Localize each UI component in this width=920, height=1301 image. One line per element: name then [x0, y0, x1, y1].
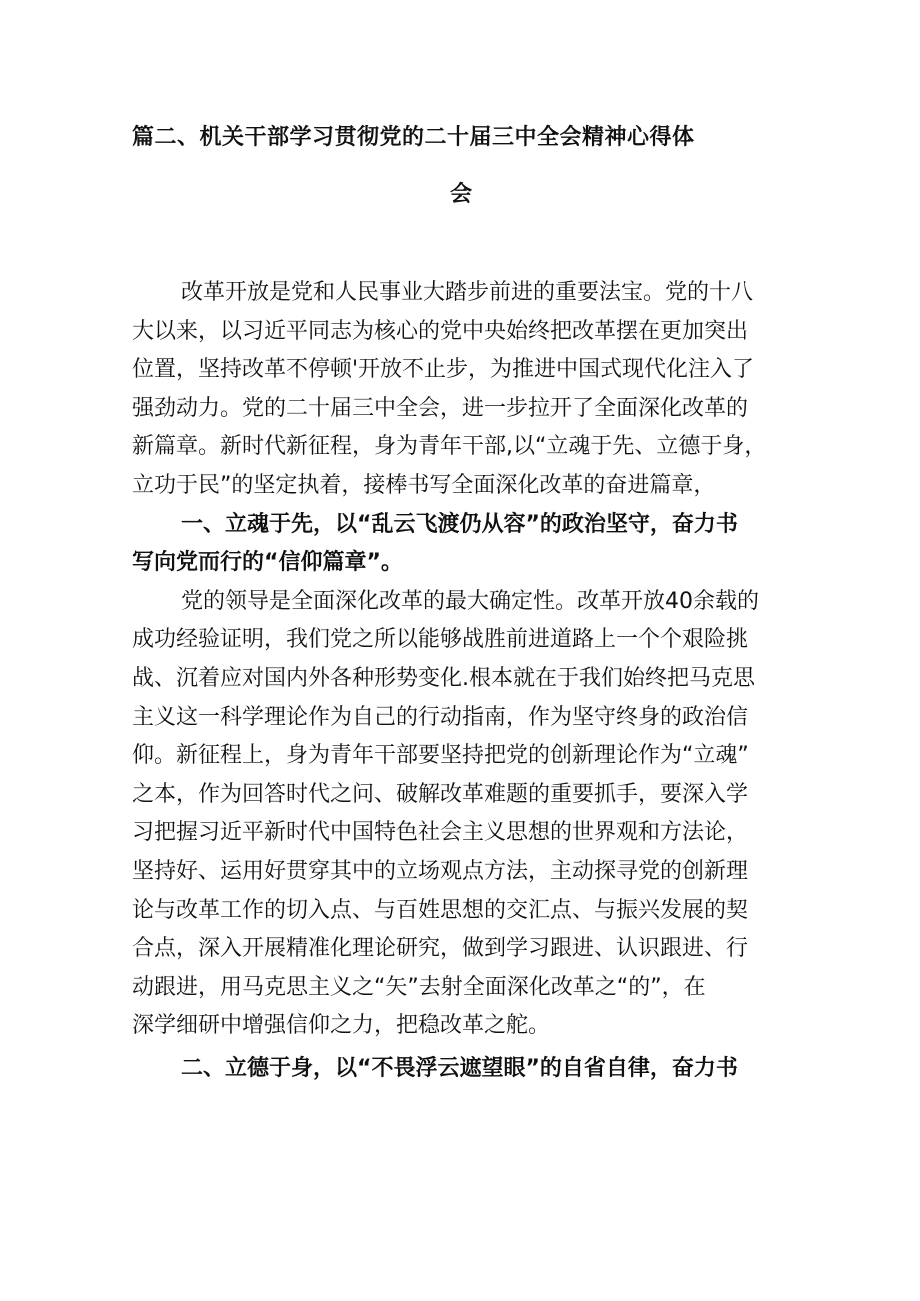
paragraph-line: 论与改革工作的切入点、与百姓思想的交汇点、与振兴发展的契 [132, 897, 749, 923]
title-line-2: 会 [450, 182, 473, 207]
paragraph-line: 主义这一科学理论作为自己的行动指南，作为坚守终身的政治信 [132, 704, 749, 730]
paragraph-line: 坚持好、运用好贯穿其中的立场观点方法，主动探寻党的创新理 [132, 858, 749, 884]
paragraph-line: 党的领导是全面深化改革的最大确定性。改革开放40余载的 [181, 588, 759, 614]
section-heading-line: 二、立德于身，以“不畏浮云遮望眼”的自省自律，奋力书 [181, 1056, 738, 1082]
title-line-1: 篇二、机关干部学习贯彻党的二十届三中全会精神心得体 [132, 125, 695, 150]
paragraph-line: 动跟进，用马克思主义之“矢”去射全面深化改革之“的”，在 [132, 974, 706, 1000]
paragraph-line: 战、沉着应对国内外各种形势变化.根本就在于我们始终把马克思 [132, 665, 755, 691]
paragraph-line: 位置，坚持改革不停顿'开放不止步，为推进中国式现代化注入了 [132, 357, 755, 383]
paragraph-line: 合点，深入开展精准化理论研究，做到学习跟进、认识跟进、行 [132, 936, 749, 962]
paragraph-line: 之本，作为回答时代之问、破解改革难题的重要抓手，要深入学 [132, 781, 749, 807]
paragraph-line: 仰。新征程上，身为青年干部要坚持把党的创新理论作为“立魂” [132, 743, 749, 769]
section-heading-line: 写向党而行的“信仰篇章”。 [132, 550, 403, 576]
paragraph-line: 大以来，以习近平同志为核心的党中央始终把改革摆在更加突出 [132, 318, 749, 344]
paragraph-line: 立功于民”的坚定执着，接棒书写全面深化改革的奋进篇章， [132, 472, 716, 498]
paragraph-line: 改革开放是党和人民事业大踏步前进的重要法宝。党的十八 [181, 280, 754, 305]
paragraph-line: 强劲动力。党的二十届三中全会，进一步拉开了全面深化改革的 [132, 395, 749, 421]
paragraph-line: 成功经验证明，我们党之所以能够战胜前进道路上一个个艰险挑 [132, 627, 749, 653]
document-body [132, 274, 812, 1089]
paragraph-line: 深学细研中增强信仰之力，把稳改革之舵。 [132, 1013, 551, 1039]
paragraph-line: 习把握习近平新时代中国特色社会主义思想的世界观和方法论， [132, 820, 749, 846]
section-heading-line: 一、立魂于先，以“乱云飞渡仍从容”的政治坚守，奋力书 [181, 511, 738, 537]
paragraph-line: 新篇章。新时代新征程，身为青年干部,以“立魂于先、立德于身， [132, 434, 767, 460]
document-title [132, 116, 832, 207]
